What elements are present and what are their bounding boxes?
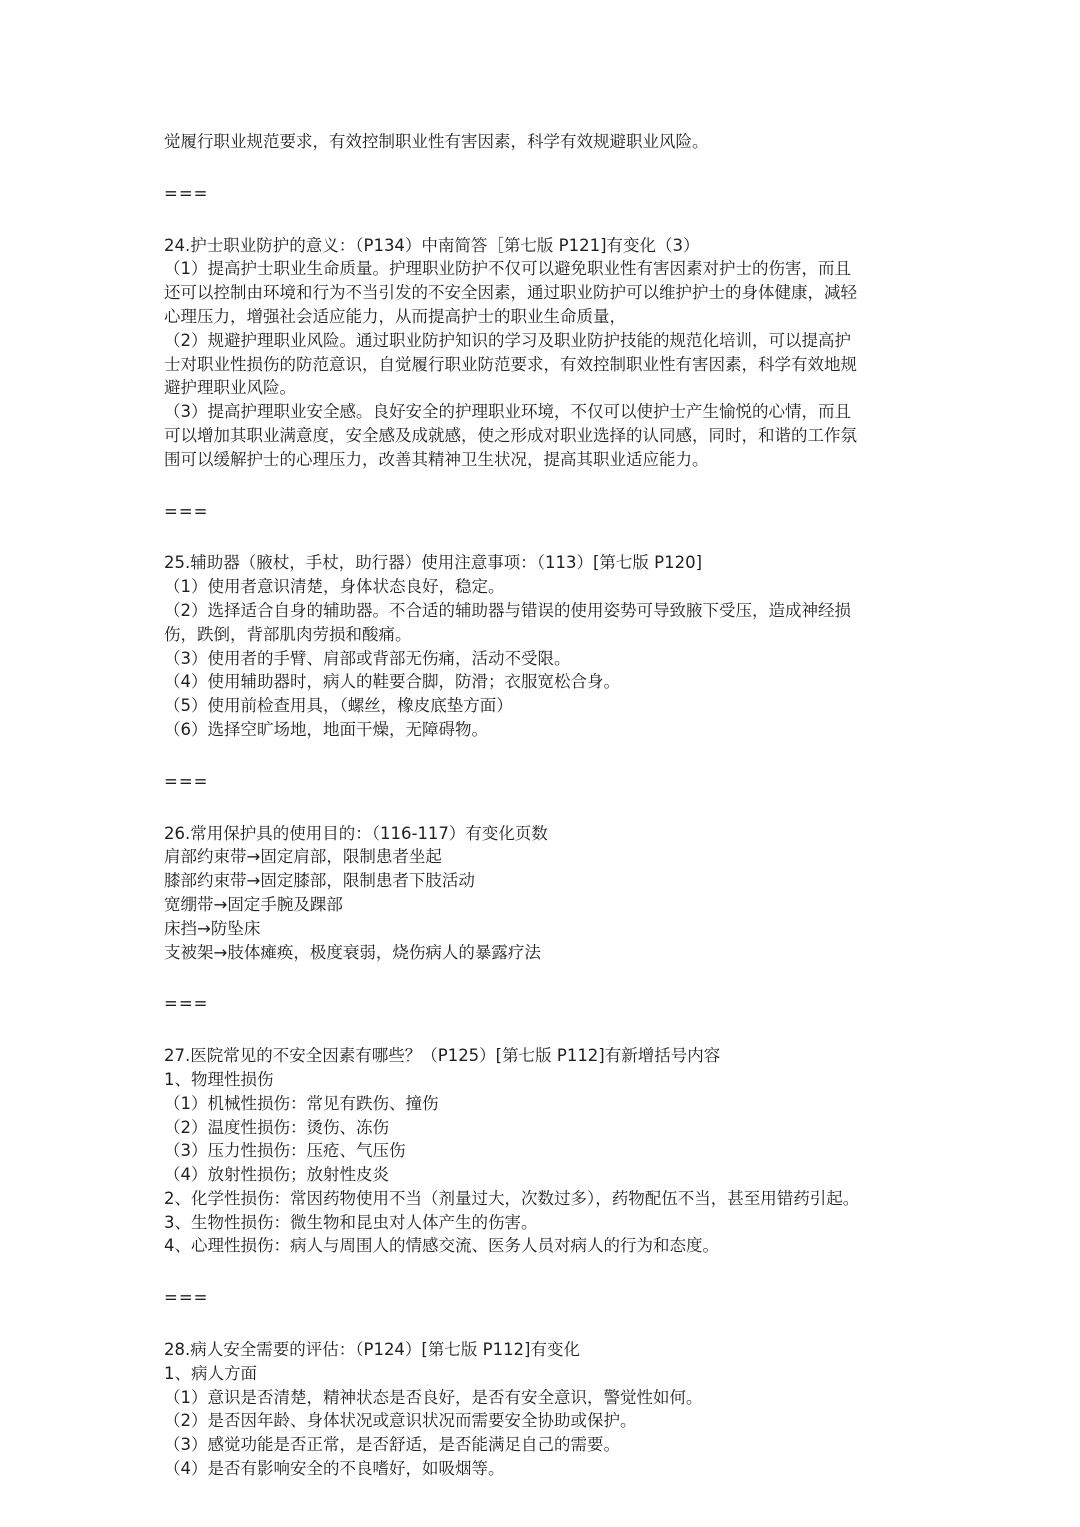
section-line: （6）选择空旷场地，地面干燥，无障碍物。 (164, 719, 488, 739)
section-line: 3、生物性损伤：微生物和昆虫对人体产生的伤害。 (164, 1212, 538, 1232)
section-line: 伤，跌倒，背部肌肉劳损和酸痛。 (164, 624, 412, 644)
separator: === (164, 994, 209, 1014)
section-line: （1）使用者意识清楚，身体状态良好，稳定。 (164, 577, 505, 597)
section-line: 避护理职业风险。 (164, 378, 296, 398)
section-line: （2）是否因年龄、身体状况或意识状况而需要安全协助或保护。 (164, 1411, 637, 1431)
section-line: （3）提高护理职业安全感。良好安全的护理职业环境，不仅可以使护士产生愉悦的心情，而且 (164, 402, 851, 422)
section-line: （4）放射性损伤；放射性皮炎 (164, 1165, 389, 1185)
section-line: 可以增加其职业满意度，安全感及成就感，使之形成对职业选择的认同感，同时，和谐的工作氛 (164, 425, 857, 445)
section-line: （1）意识是否清楚，精神状态是否良好，是否有安全意识，警觉性如何。 (164, 1387, 703, 1407)
section-title: 25.辅助器（腋杖，手杖，助行器）使用注意事项：（113）[第七版 P120] (164, 553, 703, 573)
section-line: （1）提高护士职业生命质量。护理职业防护不仅可以避免职业性有害因素对护士的伤害，而且 (164, 259, 851, 279)
section-line: 支被架→肢体瘫痪，极度衰弱，烧伤病人的暴露疗法 (164, 942, 541, 962)
separator: === (164, 771, 209, 791)
separator: === (164, 183, 209, 203)
section-26 (164, 822, 930, 965)
section-28 (164, 1338, 930, 1481)
section-line: 士对职业性损伤的防范意识，自觉履行职业防范要求，有效控制职业性有害因素，科学有效地规 (164, 354, 857, 374)
section-line: 膝部约束带→固定膝部，限制患者下肢活动 (164, 871, 475, 891)
section-27 (164, 1044, 930, 1258)
section-line: （3）压力性损伤：压疮、气压伤 (164, 1141, 406, 1161)
separator: === (164, 501, 209, 521)
section-line: （4）是否有影响安全的不良嗜好，如吸烟等。 (164, 1459, 505, 1479)
section-line: 床挡→防坠床 (164, 918, 261, 938)
section-line: （1）机械性损伤：常见有跌伤、撞伤 (164, 1093, 439, 1113)
section-title: 24.护士职业防护的意义：（P134）中南简答［第七版 P121]有变化（3） (164, 235, 700, 255)
section-line: 心理压力，增强社会适应能力，从而提高护士的职业生命质量， (164, 306, 626, 326)
section-line: （4）使用辅助器时，病人的鞋要合脚，防滑；衣服宽松合身。 (164, 672, 620, 692)
section-24 (164, 234, 930, 472)
section-title: 27.医院常见的不安全因素有哪些？（P125）[第七版 P112]有新增括号内容 (164, 1046, 721, 1066)
section-line: （5）使用前检查用具，（螺丝，橡皮底垫方面） (164, 696, 513, 716)
section-25 (164, 551, 930, 741)
section-line: 宽绷带→固定手腕及踝部 (164, 894, 343, 914)
section-line: （2）选择适合自身的辅助器。不合适的辅助器与错误的使用姿势可导致腋下受压，造成神经损 (164, 600, 851, 620)
section-line: （3）使用者的手臂、肩部或背部无伤痛，活动不受限。 (164, 648, 571, 668)
intro-text: 觉履行职业规范要求，有效控制职业性有害因素，科学有效规避职业风险。 (164, 132, 709, 151)
section-line: 还可以控制由环境和行为不当引发的不安全因素，通过职业防护可以维护护士的身体健康，减轻 (164, 283, 857, 303)
separator: === (164, 1288, 209, 1308)
section-line: （3）感觉功能是否正常，是否舒适，是否能满足自己的需要。 (164, 1435, 620, 1455)
section-line: 4、心理性损伤：病人与周围人的情感交流、医务人员对病人的行为和态度。 (164, 1236, 719, 1256)
section-line: （2）规避护理职业风险。通过职业防护知识的学习及职业防护技能的规范化培训，可以提高护 (164, 330, 851, 350)
section-line: 围可以缓解护士的心理压力，改善其精神卫生状况，提高其职业适应能力。 (164, 449, 709, 469)
section-title: 28.病人安全需要的评估：（P124）[第七版 P112]有变化 (164, 1340, 580, 1360)
section-line: 2、化学性损伤：常因药物使用不当（剂量过大，次数过多），药物配伍不当，甚至用错药引起。 (164, 1188, 860, 1208)
section-line: 1、物理性损伤 (164, 1069, 274, 1089)
section-line: 肩部约束带→固定肩部，限制患者坐起 (164, 847, 442, 867)
section-title: 26.常用保护具的使用目的：（116-117）有变化页数 (164, 823, 548, 843)
section-line: （2）温度性损伤：烫伤、冻伤 (164, 1117, 389, 1137)
section-line: 1、病人方面 (164, 1363, 257, 1383)
